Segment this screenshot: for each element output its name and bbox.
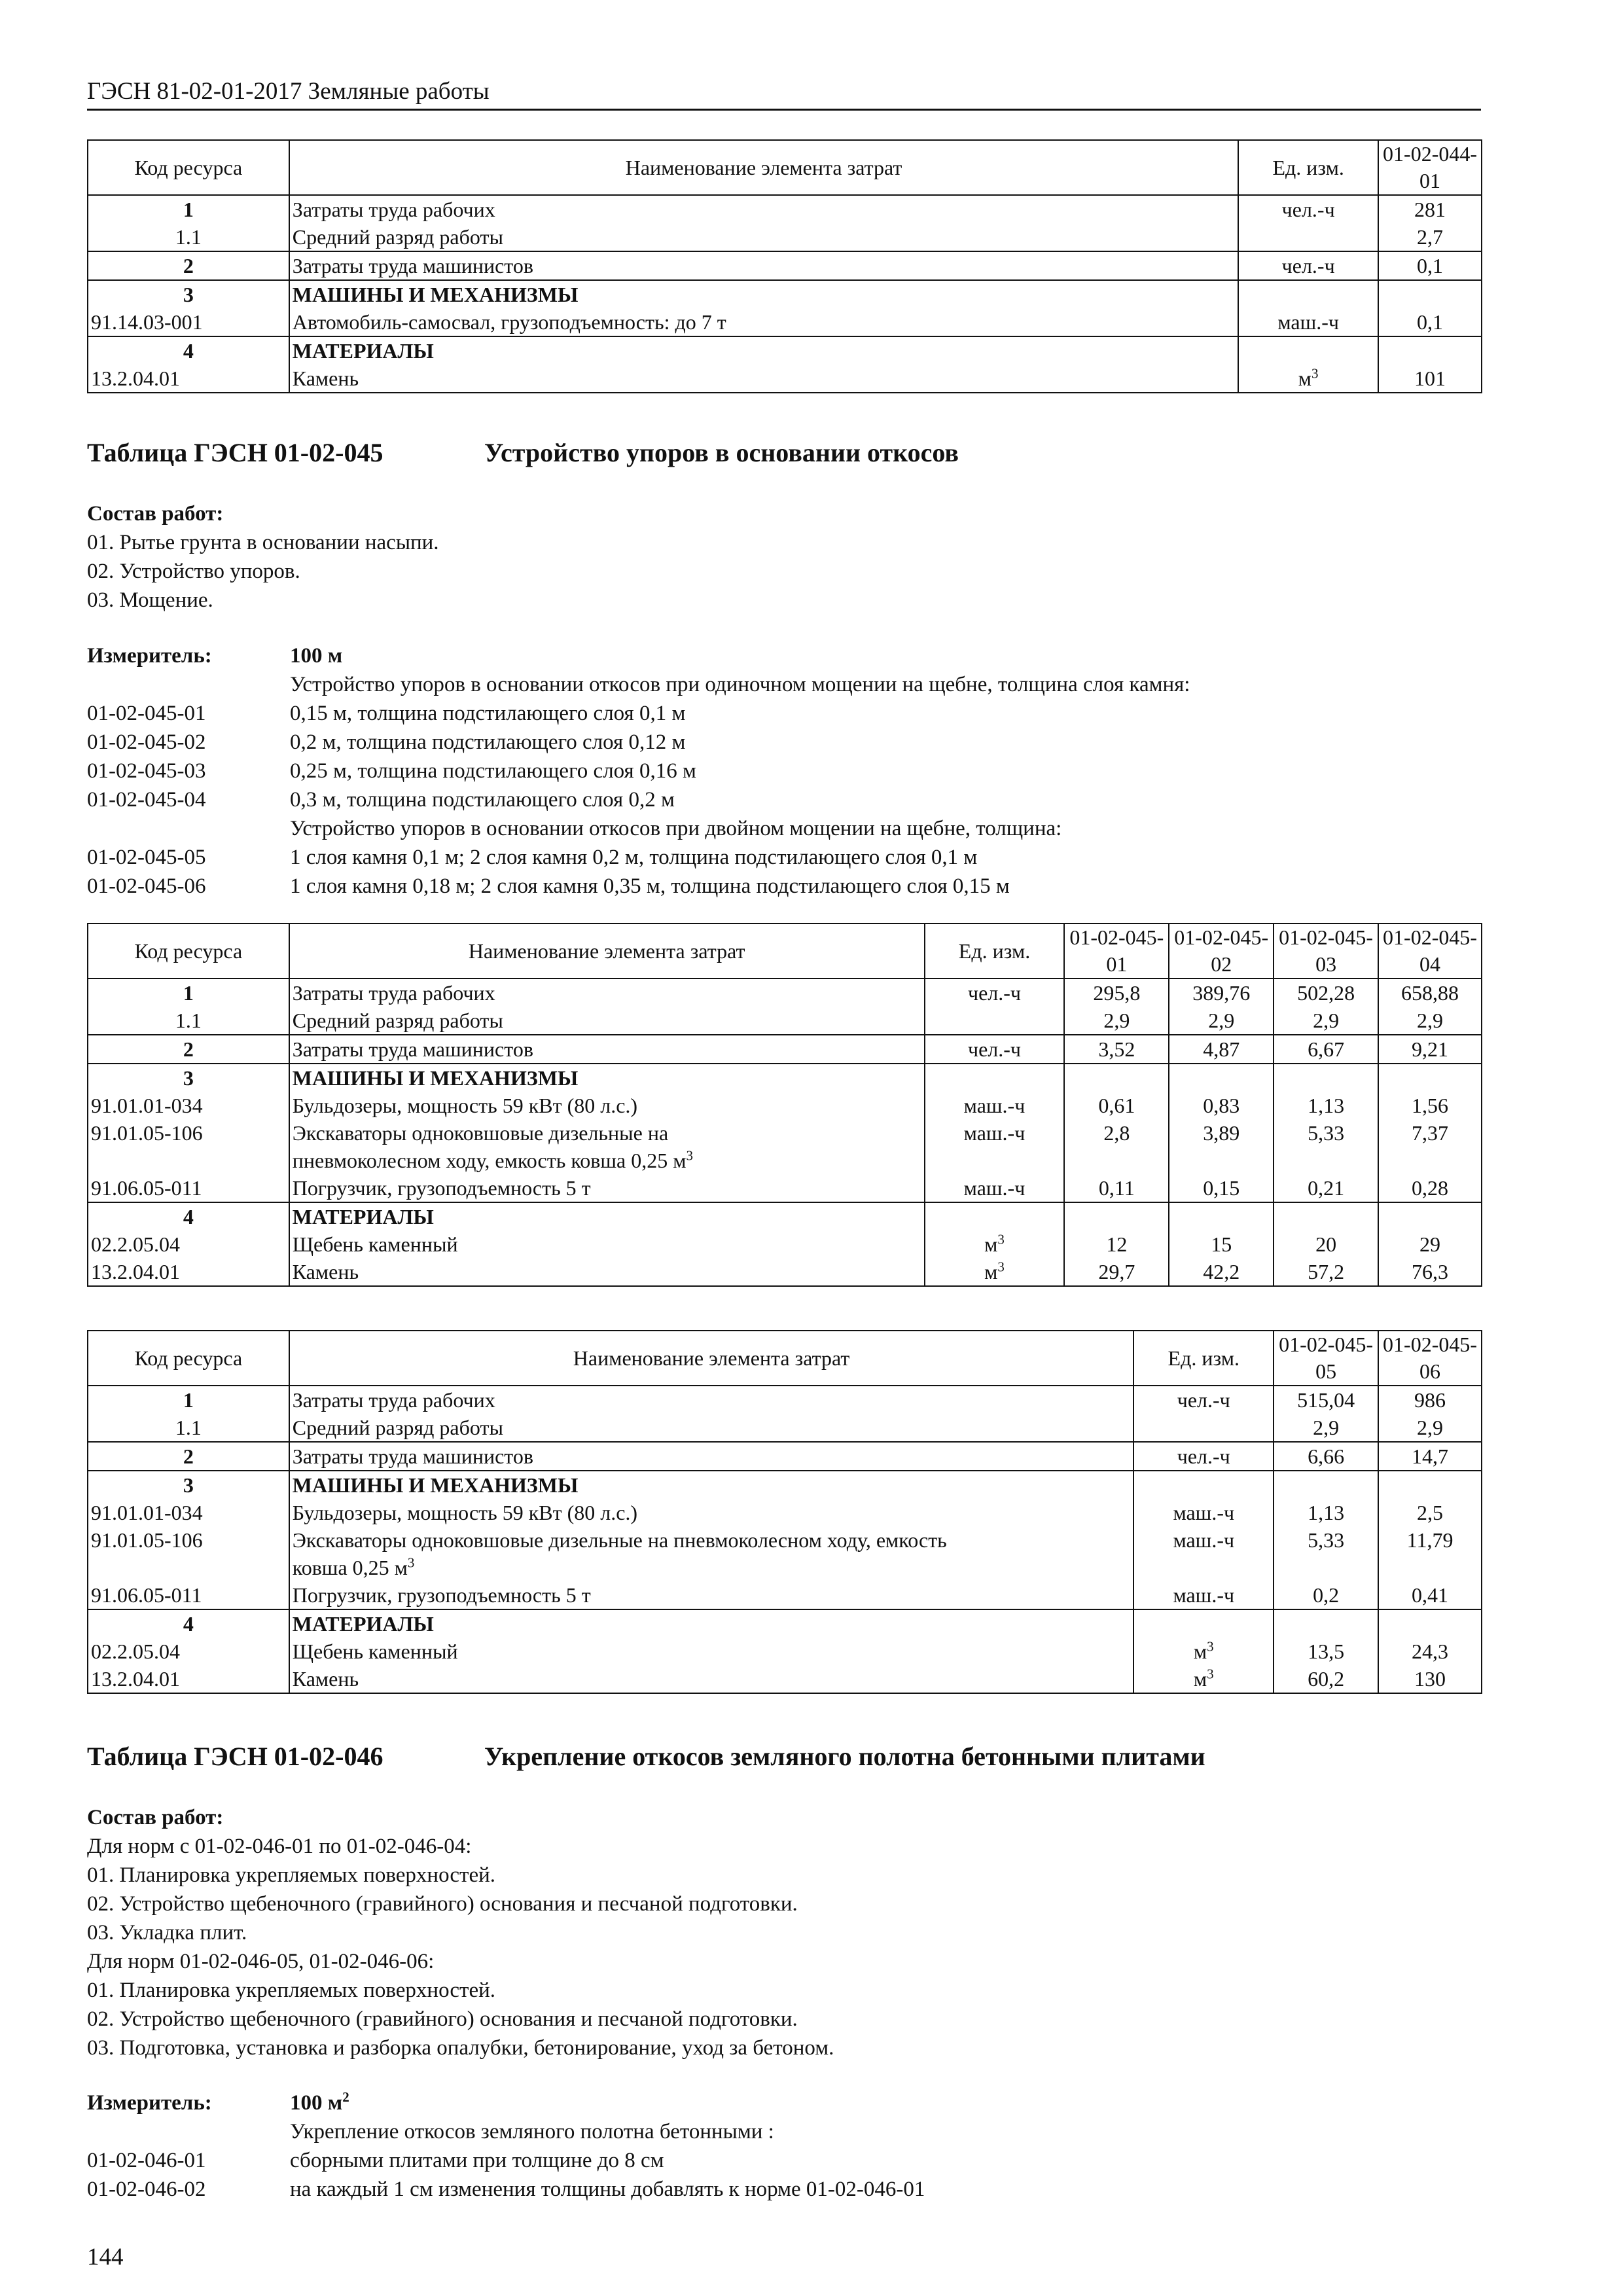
table-name: Устройство упоров в основании откосов: [484, 438, 959, 467]
meter-value: 100 $м^2$: [290, 2089, 349, 2115]
norm-value-cell: [1378, 1147, 1482, 1174]
col-norm-header: 01-02-045-05: [1274, 1331, 1378, 1386]
norm-list-item: [87, 2117, 1481, 2146]
resource-code-cell: 1: [88, 978, 289, 1007]
norm-value-cell: 130: [1378, 1665, 1482, 1693]
norm-value-cell: 15: [1169, 1230, 1274, 1258]
norm-value-cell: 20: [1274, 1230, 1378, 1258]
meter-row: [87, 641, 1481, 670]
norm-value-cell: [1274, 1554, 1378, 1581]
norm-value-cell: 5,33: [1274, 1526, 1378, 1554]
unit-cell: маш.-ч: [1238, 308, 1378, 336]
resource-name-cell: Средний разряд работы: [289, 1414, 1134, 1442]
norm-value-cell: [1378, 1554, 1482, 1581]
resource-name-cell: ковша 0,25 $м^3$: [289, 1554, 1134, 1581]
resource-name-cell: пневмоколесном ходу, емкость ковша 0,25 $м^3$: [289, 1147, 925, 1174]
resource-code-cell: 1.1: [88, 1007, 289, 1035]
norm-value-cell: 2,9: [1378, 1007, 1482, 1035]
composition-item: 02. Устройство упоров.: [87, 560, 300, 583]
unit-cell: чел.-ч: [1238, 251, 1378, 280]
resource-name-cell: Камень: [289, 365, 1238, 393]
resource-code-cell: 2: [88, 251, 289, 280]
norm-description: 1 слоя камня 0,18 м; 2 слоя камня 0,35 м, толщина подстилающего слоя 0,15 м: [290, 874, 1010, 898]
resource-code-cell: 13.2.04.01: [88, 1665, 289, 1693]
table-row: [88, 1202, 1482, 1230]
table-row: [88, 280, 1482, 308]
unit-cell: [1133, 1554, 1274, 1581]
unit-cell: чел.-ч: [925, 978, 1065, 1007]
norm-value-cell: 14,7: [1378, 1442, 1482, 1471]
norm-value-cell: [1274, 1064, 1378, 1092]
resource-name-cell: Экскаваторы одноковшовые дизельные на пневмоколесном ходу, емкость: [289, 1526, 1134, 1554]
norm-value-cell: 0,11: [1064, 1174, 1169, 1202]
norm-value-cell: 2,9: [1064, 1007, 1169, 1035]
norm-value-cell: 0,61: [1064, 1092, 1169, 1119]
norm-value-cell: 29: [1378, 1230, 1482, 1258]
composition-item: 03. Укладка плит.: [87, 1921, 247, 1945]
norm-value-cell: 0,15: [1169, 1174, 1274, 1202]
col-norm-header: 01-02-045-04: [1378, 924, 1482, 978]
table-row: [88, 1064, 1482, 1092]
resource-name-cell: Погрузчик, грузоподъемность 5 т: [289, 1581, 1134, 1609]
composition-item: 01. Рытье грунта в основании насыпи.: [87, 531, 439, 554]
resource-code-cell: 1.1: [88, 1414, 289, 1442]
page-number: 144: [87, 2244, 124, 2270]
norm-list: [87, 2117, 1481, 2204]
table-row: [88, 1554, 1482, 1581]
norm-value-cell: 6,66: [1274, 1442, 1378, 1471]
table-row: [88, 978, 1482, 1007]
unit-cell: [1133, 1414, 1274, 1442]
norm-value-cell: 3,89: [1169, 1119, 1274, 1147]
col-unit-header: Ед. изм.: [1133, 1331, 1274, 1386]
table-row: [88, 251, 1482, 280]
resource-code-cell: 4: [88, 1202, 289, 1230]
norm-value-cell: 389,76: [1169, 978, 1274, 1007]
norm-list-item: [87, 2146, 1481, 2175]
norm-list-item: [87, 785, 1481, 814]
col-norm-header: 01-02-044-01: [1378, 140, 1482, 195]
unit-cell: [925, 1007, 1065, 1035]
resource-name-cell: МАШИНЫ И МЕХАНИЗМЫ: [289, 1471, 1134, 1499]
resource-code-cell: 91.01.01-034: [88, 1092, 289, 1119]
norm-value-cell: [1169, 1147, 1274, 1174]
norm-value-cell: [1274, 1471, 1378, 1499]
resource-code-cell: 4: [88, 1609, 289, 1638]
table-row: [88, 336, 1482, 365]
running-header: ГЭСН 81-02-01-2017 Земляные работы: [87, 78, 490, 105]
norm-value-cell: [1169, 1064, 1274, 1092]
table-row: [88, 1092, 1482, 1119]
meter-row: [87, 2089, 1481, 2117]
norm-description: сборными плитами при толщине до 8 см: [290, 2149, 664, 2172]
norm-value-cell: [1378, 1471, 1482, 1499]
norm-value-cell: [1378, 280, 1482, 308]
norm-description: 0,2 м, толщина подстилающего слоя 0,12 м: [290, 730, 686, 754]
col-code-header: Код ресурса: [88, 1331, 289, 1386]
norm-value-cell: 11,79: [1378, 1526, 1482, 1554]
resource-code-cell: [88, 1554, 289, 1581]
resource-name-cell: Затраты труда рабочих: [289, 195, 1238, 223]
resource-code-cell: 1.1: [88, 223, 289, 251]
table-row: [88, 1035, 1482, 1064]
resource-code-cell: 02.2.05.04: [88, 1638, 289, 1665]
unit-cell: [1133, 1609, 1274, 1638]
composition-item: 01. Планировка укрепляемых поверхностей.: [87, 1979, 496, 2002]
col-name-header: Наименование элемента затрат: [289, 140, 1238, 195]
norm-value-cell: 6,67: [1274, 1035, 1378, 1064]
resource-name-cell: Автомобиль-самосвал, грузоподъемность: до 7 т: [289, 308, 1238, 336]
norm-value-cell: 2,8: [1064, 1119, 1169, 1147]
resource-name-cell: МАТЕРИАЛЫ: [289, 1609, 1134, 1638]
norm-value-cell: 0,1: [1378, 308, 1482, 336]
table-id: Таблица ГЭСН 01-02-045: [87, 438, 383, 467]
unit-cell: маш.-ч: [1133, 1499, 1274, 1526]
meter-label: Измеритель:: [87, 2091, 212, 2115]
meter-value: 100 м: [290, 644, 343, 668]
norm-code: 01-02-045-01: [87, 702, 206, 725]
table-name: Укрепление откосов земляного полотна бетонными плитами: [484, 1742, 1205, 1771]
norm-value-cell: 29,7: [1064, 1258, 1169, 1286]
col-norm-header: 01-02-045-06: [1378, 1331, 1482, 1386]
norm-code: 01-02-046-01: [87, 2149, 206, 2172]
resource-code-cell: 91.01.05-106: [88, 1119, 289, 1147]
norm-list-item: [87, 843, 1481, 872]
norm-value-cell: [1169, 1202, 1274, 1230]
col-unit-header: Ед. изм.: [925, 924, 1065, 978]
norm-code: 01-02-045-03: [87, 759, 206, 783]
norm-value-cell: 281: [1378, 195, 1482, 223]
unit-cell: $м^3$: [925, 1258, 1065, 1286]
norm-value-cell: 0,1: [1378, 251, 1482, 280]
norm-value-cell: 13,5: [1274, 1638, 1378, 1665]
composition-item: Для норм с 01-02-046-01 по 01-02-046-04:: [87, 1835, 472, 1858]
unit-cell: [925, 1202, 1065, 1230]
resource-code-cell: 13.2.04.01: [88, 1258, 289, 1286]
norm-value-cell: [1274, 1202, 1378, 1230]
resource-name-cell: Средний разряд работы: [289, 223, 1238, 251]
norm-description: 0,25 м, толщина подстилающего слоя 0,16 м: [290, 759, 696, 783]
norm-value-cell: 2,7: [1378, 223, 1482, 251]
table-row: [88, 1119, 1482, 1147]
col-code-header: Код ресурса: [88, 140, 289, 195]
resource-name-cell: МАШИНЫ И МЕХАНИЗМЫ: [289, 1064, 925, 1092]
norm-code: [87, 2117, 290, 2146]
table-title-045: [87, 437, 959, 469]
resource-name-cell: МАШИНЫ И МЕХАНИЗМЫ: [289, 280, 1238, 308]
norm-code: 01-02-046-02: [87, 2178, 206, 2201]
unit-cell: [1238, 223, 1378, 251]
col-name-header: Наименование элемента затрат: [289, 924, 925, 978]
composition-item: 02. Устройство щебеночного (гравийного) основания и песчаной подготовки.: [87, 1892, 798, 1916]
col-norm-header: 01-02-045-03: [1274, 924, 1378, 978]
norm-value-cell: [1378, 1202, 1482, 1230]
resource-name-cell: МАТЕРИАЛЫ: [289, 336, 1238, 365]
norm-value-cell: [1064, 1064, 1169, 1092]
norm-value-cell: 5,33: [1274, 1119, 1378, 1147]
composition-label: Состав работ:: [87, 502, 224, 526]
norm-code: [87, 814, 290, 843]
composition-item: 01. Планировка укрепляемых поверхностей.: [87, 1863, 496, 1887]
norm-value-cell: 2,9: [1274, 1007, 1378, 1035]
col-norm-header: 01-02-045-02: [1169, 924, 1274, 978]
norm-value-cell: [1274, 1609, 1378, 1638]
resource-code-cell: 91.06.05-011: [88, 1581, 289, 1609]
norm-value-cell: 2,5: [1378, 1499, 1482, 1526]
norm-value-cell: 7,37: [1378, 1119, 1482, 1147]
norm-description: Укрепление откосов земляного полотна бетонными :: [290, 2120, 774, 2144]
meter-label: Измеритель:: [87, 644, 212, 668]
table-row: [88, 1174, 1482, 1202]
table-title-046: [87, 1741, 1205, 1772]
resource-name-cell: Погрузчик, грузоподъемность 5 т: [289, 1174, 925, 1202]
table-row: [88, 365, 1482, 393]
norm-value-cell: 0,41: [1378, 1581, 1482, 1609]
unit-cell: $м^3$: [1133, 1665, 1274, 1693]
table-row: [88, 1007, 1482, 1035]
table-row: [88, 1230, 1482, 1258]
composition-045: [87, 499, 1481, 615]
norm-value-cell: 502,28: [1274, 978, 1378, 1007]
norm-value-cell: 57,2: [1274, 1258, 1378, 1286]
table-row: [88, 1414, 1482, 1442]
table-row: [88, 1638, 1482, 1665]
resource-name-cell: Затраты труда машинистов: [289, 251, 1238, 280]
resource-code-cell: 3: [88, 280, 289, 308]
norm-list-item: [87, 699, 1481, 728]
composition-046: [87, 1803, 1481, 2062]
norm-value-cell: 9,21: [1378, 1035, 1482, 1064]
table-row: [88, 1499, 1482, 1526]
unit-cell: маш.-ч: [925, 1174, 1065, 1202]
norm-value-cell: 0,21: [1274, 1174, 1378, 1202]
norm-list-item: [87, 670, 1481, 699]
table-body: [88, 1386, 1482, 1693]
resource-name-cell: Затраты труда машинистов: [289, 1035, 925, 1064]
norm-value-cell: 4,87: [1169, 1035, 1274, 1064]
norm-list: [87, 670, 1481, 901]
norm-value-cell: 0,83: [1169, 1092, 1274, 1119]
table-row: [88, 195, 1482, 223]
table-row: [88, 1526, 1482, 1554]
table-row: [88, 1471, 1482, 1499]
resource-name-cell: Средний разряд работы: [289, 1007, 925, 1035]
table-row: [88, 223, 1482, 251]
resource-code-cell: 3: [88, 1064, 289, 1092]
resource-name-cell: Затраты труда рабочих: [289, 978, 925, 1007]
table-row: [88, 1386, 1482, 1414]
norm-code: [87, 670, 290, 699]
norm-value-cell: 76,3: [1378, 1258, 1482, 1286]
norm-value-cell: 1,13: [1274, 1092, 1378, 1119]
norm-list-item: [87, 2175, 1481, 2204]
table-id: Таблица ГЭСН 01-02-046: [87, 1742, 383, 1771]
composition-item: 03. Мощение.: [87, 588, 213, 612]
unit-cell: $м^3$: [1238, 365, 1378, 393]
unit-cell: чел.-ч: [925, 1035, 1065, 1064]
norm-value-cell: 515,04: [1274, 1386, 1378, 1414]
unit-cell: чел.-ч: [1238, 195, 1378, 223]
norm-value-cell: [1064, 1147, 1169, 1174]
resource-code-cell: 1: [88, 195, 289, 223]
resource-code-cell: 2: [88, 1442, 289, 1471]
resource-code-cell: 3: [88, 1471, 289, 1499]
table-body: [88, 978, 1482, 1286]
norm-value-cell: 42,2: [1169, 1258, 1274, 1286]
norm-code: 01-02-045-05: [87, 846, 206, 869]
resource-code-cell: 91.14.03-001: [88, 308, 289, 336]
table-row: [88, 308, 1482, 336]
resource-name-cell: Щебень каменный: [289, 1230, 925, 1258]
norm-value-cell: 295,8: [1064, 978, 1169, 1007]
meter-block-045: [87, 641, 1481, 901]
norm-value-cell: 101: [1378, 365, 1482, 393]
norm-value-cell: [1274, 1147, 1378, 1174]
unit-cell: $м^3$: [1133, 1638, 1274, 1665]
unit-cell: маш.-ч: [925, 1092, 1065, 1119]
resource-code-cell: 91.01.01-034: [88, 1499, 289, 1526]
resource-name-cell: Щебень каменный: [289, 1638, 1134, 1665]
table-row: [88, 1581, 1482, 1609]
unit-cell: [1133, 1471, 1274, 1499]
resource-name-cell: Затраты труда машинистов: [289, 1442, 1134, 1471]
unit-cell: маш.-ч: [1133, 1581, 1274, 1609]
resource-code-cell: [88, 1147, 289, 1174]
resource-name-cell: Камень: [289, 1258, 925, 1286]
resource-code-cell: 13.2.04.01: [88, 365, 289, 393]
col-norm-header: 01-02-045-01: [1064, 924, 1169, 978]
resource-table-044: [87, 139, 1482, 393]
composition-item: 02. Устройство щебеночного (гравийного) основания и песчаной подготовки.: [87, 2007, 798, 2031]
norm-code: 01-02-045-04: [87, 788, 206, 812]
norm-value-cell: 1,56: [1378, 1092, 1482, 1119]
resource-code-cell: 1: [88, 1386, 289, 1414]
resource-table-045-05-06: [87, 1330, 1482, 1694]
unit-cell: маш.-ч: [1133, 1526, 1274, 1554]
table-row: [88, 1258, 1482, 1286]
norm-code: 01-02-045-02: [87, 730, 206, 754]
norm-list-item: [87, 872, 1481, 901]
norm-code: 01-02-045-06: [87, 874, 206, 898]
norm-value-cell: 3,52: [1064, 1035, 1169, 1064]
table-row: [88, 1147, 1482, 1174]
resource-name-cell: Бульдозеры, мощность 59 кВт (80 л.с.): [289, 1499, 1134, 1526]
unit-cell: [1238, 336, 1378, 365]
table-body: [88, 195, 1482, 393]
norm-value-cell: [1378, 1609, 1482, 1638]
norm-value-cell: 60,2: [1274, 1665, 1378, 1693]
unit-cell: [925, 1064, 1065, 1092]
norm-value-cell: 0,2: [1274, 1581, 1378, 1609]
norm-value-cell: 2,9: [1169, 1007, 1274, 1035]
norm-value-cell: [1378, 1064, 1482, 1092]
unit-cell: чел.-ч: [1133, 1386, 1274, 1414]
norm-value-cell: 2,9: [1274, 1414, 1378, 1442]
norm-value-cell: 658,88: [1378, 978, 1482, 1007]
meter-block-046: [87, 2089, 1481, 2204]
resource-name-cell: Экскаваторы одноковшовые дизельные на: [289, 1119, 925, 1147]
resource-code-cell: 91.06.05-011: [88, 1174, 289, 1202]
resource-table-045-01-04: [87, 923, 1482, 1287]
norm-description: 0,15 м, толщина подстилающего слоя 0,1 м: [290, 702, 686, 725]
unit-cell: маш.-ч: [925, 1119, 1065, 1147]
unit-cell: чел.-ч: [1133, 1442, 1274, 1471]
header-rule: [87, 109, 1481, 111]
resource-code-cell: 4: [88, 336, 289, 365]
norm-value-cell: 1,13: [1274, 1499, 1378, 1526]
composition-item: Для норм 01-02-046-05, 01-02-046-06:: [87, 1950, 435, 1973]
norm-list-item: [87, 814, 1481, 843]
norm-list-item: [87, 757, 1481, 785]
norm-value-cell: [1064, 1202, 1169, 1230]
norm-value-cell: [1378, 336, 1482, 365]
norm-value-cell: 12: [1064, 1230, 1169, 1258]
norm-value-cell: 2,9: [1378, 1414, 1482, 1442]
resource-name-cell: Затраты труда рабочих: [289, 1386, 1134, 1414]
norm-description: Устройство упоров в основании откосов при двойном мощении на щебне, толщина:: [290, 817, 1062, 840]
unit-cell: $м^3$: [925, 1230, 1065, 1258]
norm-description: 0,3 м, толщина подстилающего слоя 0,2 м: [290, 788, 675, 812]
norm-description: на каждый 1 см изменения толщины добавлять к норме 01-02-046-01: [290, 2178, 925, 2201]
col-unit-header: Ед. изм.: [1238, 140, 1378, 195]
norm-value-cell: 986: [1378, 1386, 1482, 1414]
composition-label: Состав работ:: [87, 1806, 224, 1829]
col-code-header: Код ресурса: [88, 924, 289, 978]
norm-value-cell: 0,28: [1378, 1174, 1482, 1202]
resource-code-cell: 2: [88, 1035, 289, 1064]
composition-item: 03. Подготовка, установка и разборка опалубки, бетонирование, уход за бетоном.: [87, 2036, 834, 2060]
unit-cell: [1238, 280, 1378, 308]
col-name-header: Наименование элемента затрат: [289, 1331, 1134, 1386]
table-row: [88, 1609, 1482, 1638]
resource-name-cell: Бульдозеры, мощность 59 кВт (80 л.с.): [289, 1092, 925, 1119]
norm-list-item: [87, 728, 1481, 757]
norm-value-cell: 24,3: [1378, 1638, 1482, 1665]
unit-cell: [925, 1147, 1065, 1174]
resource-name-cell: Камень: [289, 1665, 1134, 1693]
table-row: [88, 1442, 1482, 1471]
norm-description: Устройство упоров в основании откосов при одиночном мощении на щебне, толщина слоя камня:: [290, 673, 1190, 696]
resource-code-cell: 91.01.05-106: [88, 1526, 289, 1554]
norm-description: 1 слоя камня 0,1 м; 2 слоя камня 0,2 м, толщина подстилающего слоя 0,1 м: [290, 846, 978, 869]
composition-list: [87, 1832, 1481, 2062]
resource-code-cell: 02.2.05.04: [88, 1230, 289, 1258]
table-row: [88, 1665, 1482, 1693]
resource-name-cell: МАТЕРИАЛЫ: [289, 1202, 925, 1230]
